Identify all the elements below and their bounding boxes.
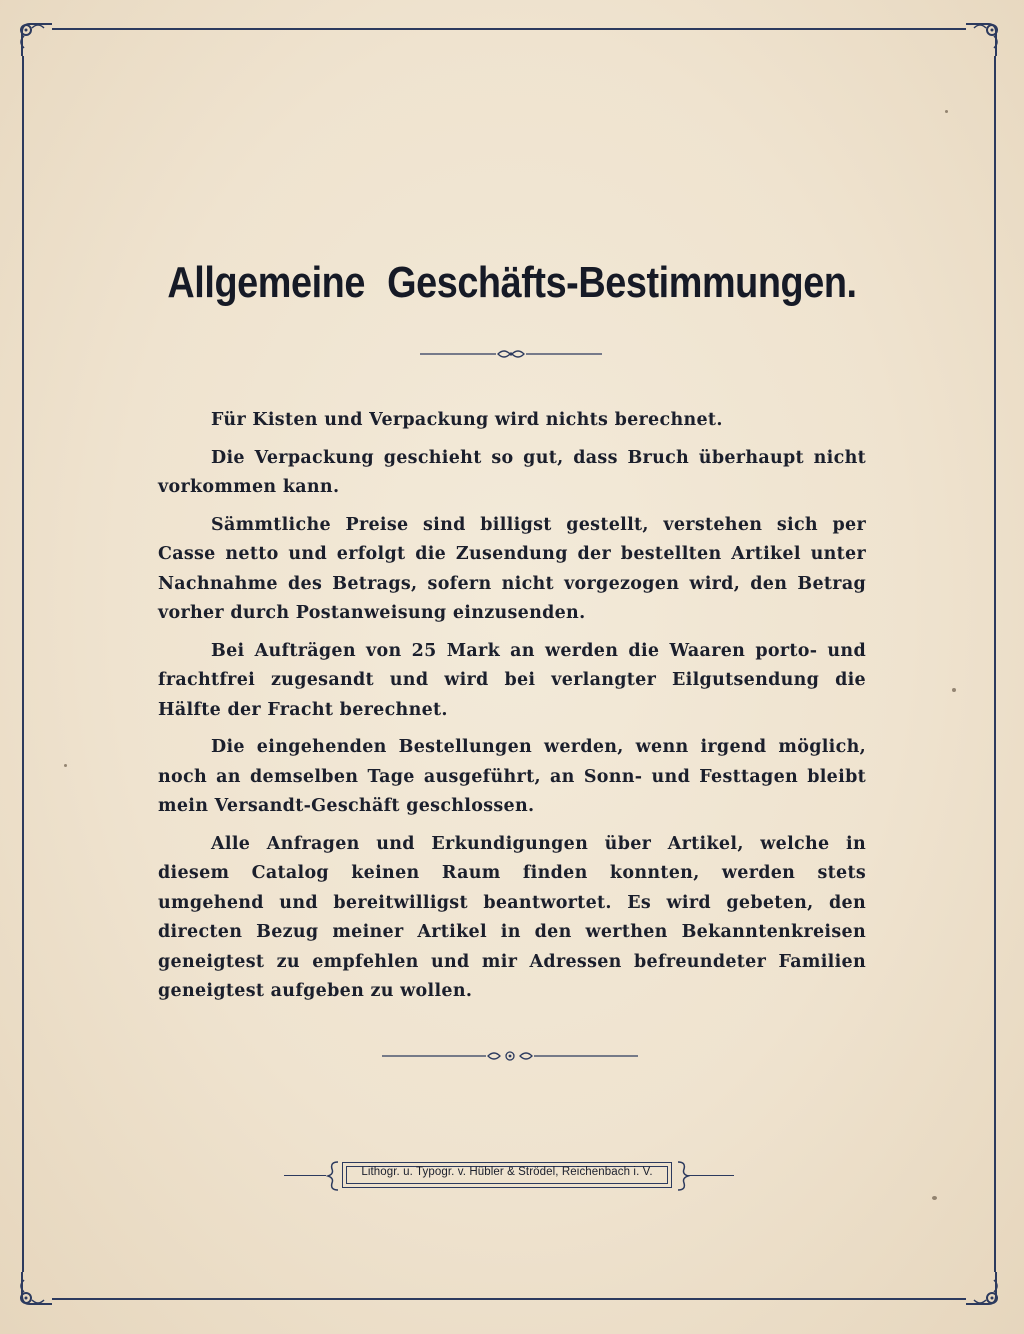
imprint-box xyxy=(342,1162,672,1188)
corner-ornament-icon xyxy=(964,18,1004,58)
imprint-rule-right xyxy=(686,1175,734,1176)
paper-speck xyxy=(952,688,956,692)
terms-paragraph: Bei Aufträgen von 25 Mark an werden die Waaren porto- und frachtfrei zugesandt und wird bei verlangter Eilgutsendung die Hälfte der Fracht berechnet. xyxy=(158,640,866,720)
page-title: Allgemeine Geschäfts-Bestimmungen. xyxy=(167,258,857,307)
terms-paragraph: Die Verpackung geschieht so gut, dass Bruch überhaupt nicht vorkommen kann. xyxy=(158,447,866,497)
paper-speck xyxy=(932,1196,937,1200)
imprint-bracket-icon xyxy=(326,1160,340,1192)
corner-ornament-icon xyxy=(964,1270,1004,1310)
fleuron-divider-icon xyxy=(382,1049,638,1063)
terms-paragraph: Alle Anfragen und Erkundigungen über Artikel, welche in diesem Catalog keinen Raum finden konnten, werden stets umgehend und bereitwilligst beantwortet. Es wird gebeten, den directen Bezug meiner Artikel in den werthen Bekanntenkreisen geneigtest zu empfehlen und mir Adressen befreundeter Familien geneigtest aufgeben zu wollen. xyxy=(158,833,866,1001)
paper-speck xyxy=(64,764,67,767)
border-line-right xyxy=(994,56,996,1272)
terms-paragraph: Sämmtliche Preise sind billigst gestellt, verstehen sich per Casse netto und erfolgt die Zusendung der bestellten Artikel unter Nachnahme des Betrags, sofern nicht vorgezogen wird, den Betrag vorher durch Postanweisung einzusenden. xyxy=(158,514,866,623)
imprint-text: Lithogr. u. Typogr. v. Hübler & Strödel, Reichenbach i. V. xyxy=(361,1166,653,1178)
corner-ornament-icon xyxy=(14,18,54,58)
border-line-left xyxy=(22,56,24,1272)
terms-paragraph: Für Kisten und Verpackung wird nichts berechnet. xyxy=(211,410,723,430)
imprint-bracket-icon xyxy=(676,1160,690,1192)
border-line-top xyxy=(52,28,966,30)
border-line-bottom xyxy=(52,1298,966,1300)
paper-speck xyxy=(945,110,948,113)
printer-imprint xyxy=(284,1160,734,1192)
imprint-rule-left xyxy=(284,1175,326,1176)
corner-ornament-icon xyxy=(14,1270,54,1310)
terms-paragraph: Die eingehenden Bestellungen werden, wenn irgend möglich, noch an demselben Tage ausgeführt, an Sonn- und Festtagen bleibt mein Versandt-Geschäft geschlossen. xyxy=(158,737,866,816)
terms-body xyxy=(158,406,866,1015)
fleuron-divider-icon xyxy=(420,347,602,361)
